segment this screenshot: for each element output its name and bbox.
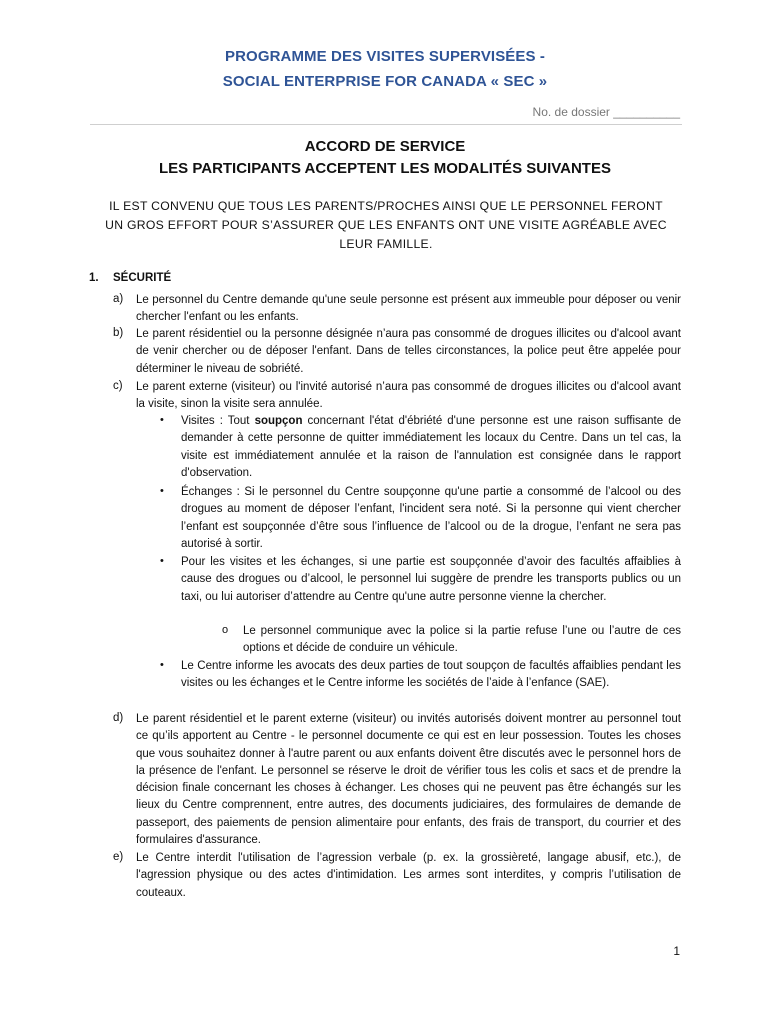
agreement-subtitle: LES PARTICIPANTS ACCEPTENT LES MODALITÉS SUIVANTES bbox=[159, 160, 611, 177]
item-text-c: Le parent externe (visiteur) ou l'invité autorisé n’aura pas consommé de drogues illicites ou d'alcool avant la visite, sinon la visite sera annulée. bbox=[136, 381, 681, 411]
bullet-dot: • bbox=[160, 485, 164, 497]
bullet-dot: • bbox=[160, 414, 164, 426]
bullet-impaired: Pour les visites et les échanges, si une partie est soupçonnée d’avoir des facultés affaiblies à cause des drogues ou d’alcool, le personnel lui suggère de prendre les transports publics ou un taxi, ou lui autoriser d’attendre au Centre qu'une autre personne vienne la chercher. bbox=[181, 556, 681, 603]
item-text-d: Le parent résidentiel et le parent externe (visiteur) ou invités autorisés doivent montrer au personnel tout ce qu’ils apportent au Centre - le personnel documente ce qui est en leur possession. Toutes les choses que vous souhaitez donner à l'autre parent ou aux enfants doivent être discutés avec le personnel hors de la présence de l'enfant. Le personnel se réserve le droit de vérifier tous les colis et sacs et de prendre la décision finale concernant les choses à échanger. Les choses qui ne peuvent pas être échangés sur les lieux du Centre comprennent, entre autres, des documents judiciaires, des formulaires de demande de passeport, des paiements de pension alimentaire pour enfants, des frais de transport, du courrier et des formulaires d'assurance. bbox=[136, 713, 681, 847]
program-title-line1: PROGRAMME DES VISITES SUPERVISÉES - bbox=[225, 48, 545, 65]
bullet-visits-lead: Visites : Tout bbox=[181, 415, 255, 427]
bullet-dot: • bbox=[160, 659, 164, 671]
agreement-title: ACCORD DE SERVICE bbox=[304, 138, 466, 155]
section-title: SÉCURITÉ bbox=[113, 272, 172, 284]
intro-statement: IL EST CONVENU QUE TOUS LES PARENTS/PROCHES AINSI QUE LE PERSONNEL FERONT UN GROS EFFORT POUR S’ASSURER QUE LES ENFANTS ONT UNE VISITE AGRÉABLE AVEC LEUR FAMILLE. bbox=[105, 199, 667, 251]
header-divider bbox=[90, 124, 682, 125]
item-marker-b: b) bbox=[113, 327, 124, 339]
bullet-exchanges: Échanges : Si le personnel du Centre soupçonne qu'une partie a consommé de l’alcool ou des drogues au moment de déposer l’enfant, l'incident sera noté. Si la personne qui vient chercher l’enfant est soupçonnée d’être sous l’influence de l’alcool ou de la drogue, l’enfant ne sera pas autorisé à sortir. bbox=[181, 486, 681, 550]
item-text-e: Le Centre interdit l'utilisation de l’agression verbale (p. ex. la grossièreté, langage abusif, etc.), de l'agression physique ou des actes d'intimidation. Les armes sont interdites, y compris l’utilisation de couteaux. bbox=[136, 852, 681, 899]
item-marker-e: e) bbox=[113, 851, 124, 863]
sub-bullet-police: Le personnel communique avec la police si la partie refuse l’une ou l’autre de ces options et décide de conduire un véhicule. bbox=[243, 625, 681, 655]
bullet-visits-emphasis: soupçon bbox=[254, 415, 303, 427]
file-number-field: No. de dossier __________ bbox=[532, 105, 680, 119]
bullet-visits bbox=[181, 413, 681, 482]
program-title-line2: SOCIAL ENTERPRISE FOR CANADA « SEC » bbox=[222, 73, 548, 90]
item-marker-c: c) bbox=[113, 380, 123, 392]
item-text-a: Le personnel du Centre demande qu'une seule personne est présent aux immeuble pour déposer ou venir chercher l'enfant ou les enfants. bbox=[136, 294, 681, 324]
item-marker-d: d) bbox=[113, 712, 124, 724]
bullet-visits-rest: concernant l'état d'ébriété d'une personne est une raison suffisante de demander à cette personne de quitter immédiatement les locaux du Centre. Dans un tel cas, la visite est immédiatement annulée et la raison de l'annulation est consignée dans le rapport d'observation. bbox=[181, 415, 681, 479]
item-text-b: Le parent résidentiel ou la personne désignée n’aura pas consommé de drogues illicites ou d'alcool avant de venir chercher ou de déposer l'enfant. Dans de telles circonstances, la police peut être appelée pour déterminer le niveau de sobriété. bbox=[136, 328, 681, 375]
section-number: 1. bbox=[89, 272, 99, 284]
item-marker-a: a) bbox=[113, 293, 124, 305]
bullet-dot: • bbox=[160, 555, 164, 567]
bullet-lawyers: Le Centre informe les avocats des deux parties de tout soupçon de facultés affaiblies pendant les visites ou les échanges et le Centre informe les sociétés de l’aide à l’enfance (SAE). bbox=[181, 660, 681, 690]
page-number: 1 bbox=[673, 944, 680, 958]
sub-bullet-marker: o bbox=[222, 624, 229, 636]
